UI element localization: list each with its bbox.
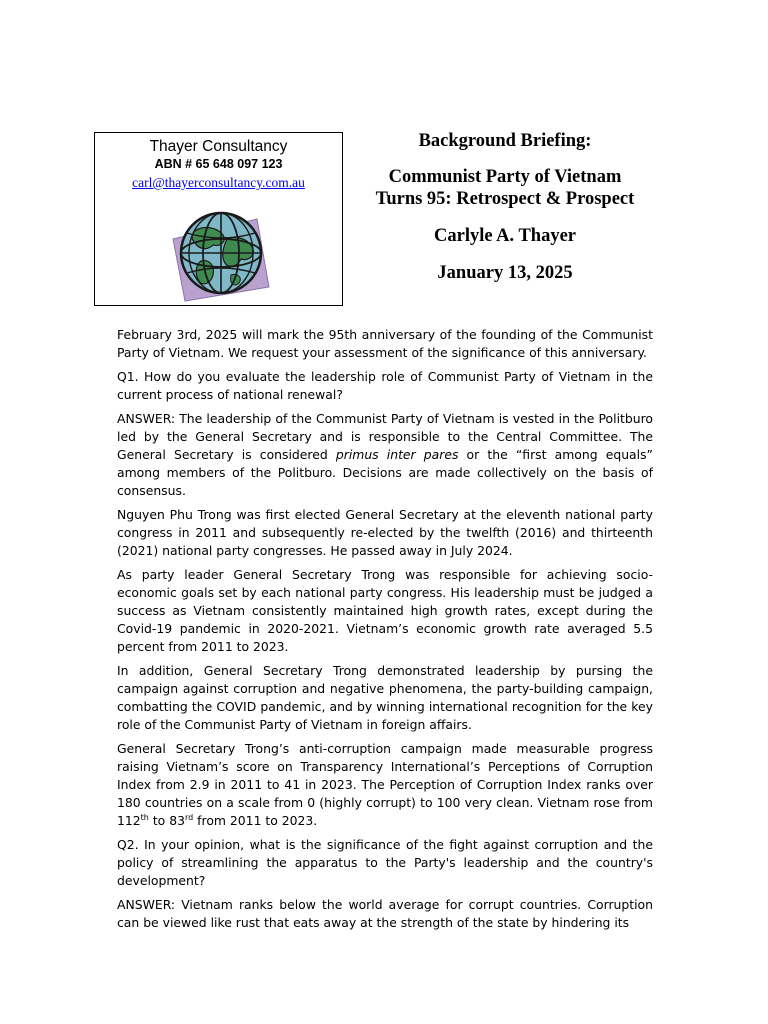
globe-icon (165, 209, 277, 305)
paragraph-text: from 2011 to 2023. (193, 813, 318, 828)
body-text (117, 326, 653, 938)
briefing-title-block (350, 130, 660, 284)
briefing-label: Background Briefing: (418, 131, 592, 151)
paragraph-text: General Secretary Trong’s anti-corruption campaign made measurable progress raising Vietnam’s score on Transparency International’s Perceptions of Corruption Index from 2.9 in 2011 to 41 in 2023. The Perception of Corruption Index ranks over 180 countries on a scale from 0 (highly corrupt) to 100 very clean. Vietnam rose from 112 (117, 741, 653, 828)
paragraph-text: to 83 (148, 813, 185, 828)
company-name: Thayer Consultancy (149, 138, 288, 155)
paragraph: Nguyen Phu Trong was first elected General Secretary at the eleventh national party congress in 2011 and subsequently re-elected by the twelfth (2016) and thirteenth (2021) national party congresses. He passed away in July 2024. (117, 507, 653, 558)
briefing-date: January 13, 2025 (437, 263, 573, 283)
answer-text: ANSWER: The leadership of the Communist Party of Vietnam is vested in the Politburo led by the General Secretary and is responsible to the Central Committee. The General Secretary is considered (117, 411, 653, 462)
company-abn: ABN # 65 648 097 123 (154, 157, 283, 171)
ordinal-suffix: th (140, 812, 149, 822)
answer-text: or the “first among equals” among members of the Politburo. Decisions are made collectively on the basis of consensus. (117, 447, 653, 498)
question-1: Q1. How do you evaluate the leadership role of Communist Party of Vietnam in the current process of national renewal? (117, 369, 653, 402)
title-line-1: Communist Party of Vietnam (388, 167, 622, 187)
paragraph: As party leader General Secretary Trong was responsible for achieving socio-economic goals set by each national party congress. His leadership must be judged a success as Vietnam consistently maintained high growth rates, except during the Covid-19 pandemic in 2020-2021. Vietnam’s economic growth rate averaged 5.5 percent from 2011 to 2023. (117, 567, 653, 654)
latin-phrase: primus inter pares (335, 447, 459, 462)
ordinal-suffix: rd (184, 812, 194, 822)
author-name: Carlyle A. Thayer (434, 226, 576, 246)
question-2: Q2. In your opinion, what is the significance of the fight against corruption and the policy of streamlining the apparatus to the Party's leadership and the country's development? (117, 837, 653, 888)
paragraph (117, 740, 653, 830)
paragraph: February 3rd, 2025 will mark the 95th anniversary of the founding of the Communist Party of Vietnam. We request your assessment of the significance of this anniversary. (117, 327, 653, 360)
letterhead-box (94, 132, 343, 306)
answer-2-paragraph: ANSWER: Vietnam ranks below the world average for corrupt countries. Corruption can be viewed like rust that eats away at the strength of the state by hindering its (117, 897, 653, 930)
email-link[interactable]: carl@thayerconsultancy.com.au (132, 175, 305, 190)
answer-1-paragraph (117, 410, 653, 500)
paragraph: In addition, General Secretary Trong demonstrated leadership by pursing the campaign against corruption and negative phenomena, the party-building campaign, combatting the COVID pandemic, and by winning international recognition for the key role of the Communist Party of Vietnam in foreign affairs. (117, 663, 653, 732)
title-line-2: Turns 95: Retrospect & Prospect (375, 189, 635, 209)
